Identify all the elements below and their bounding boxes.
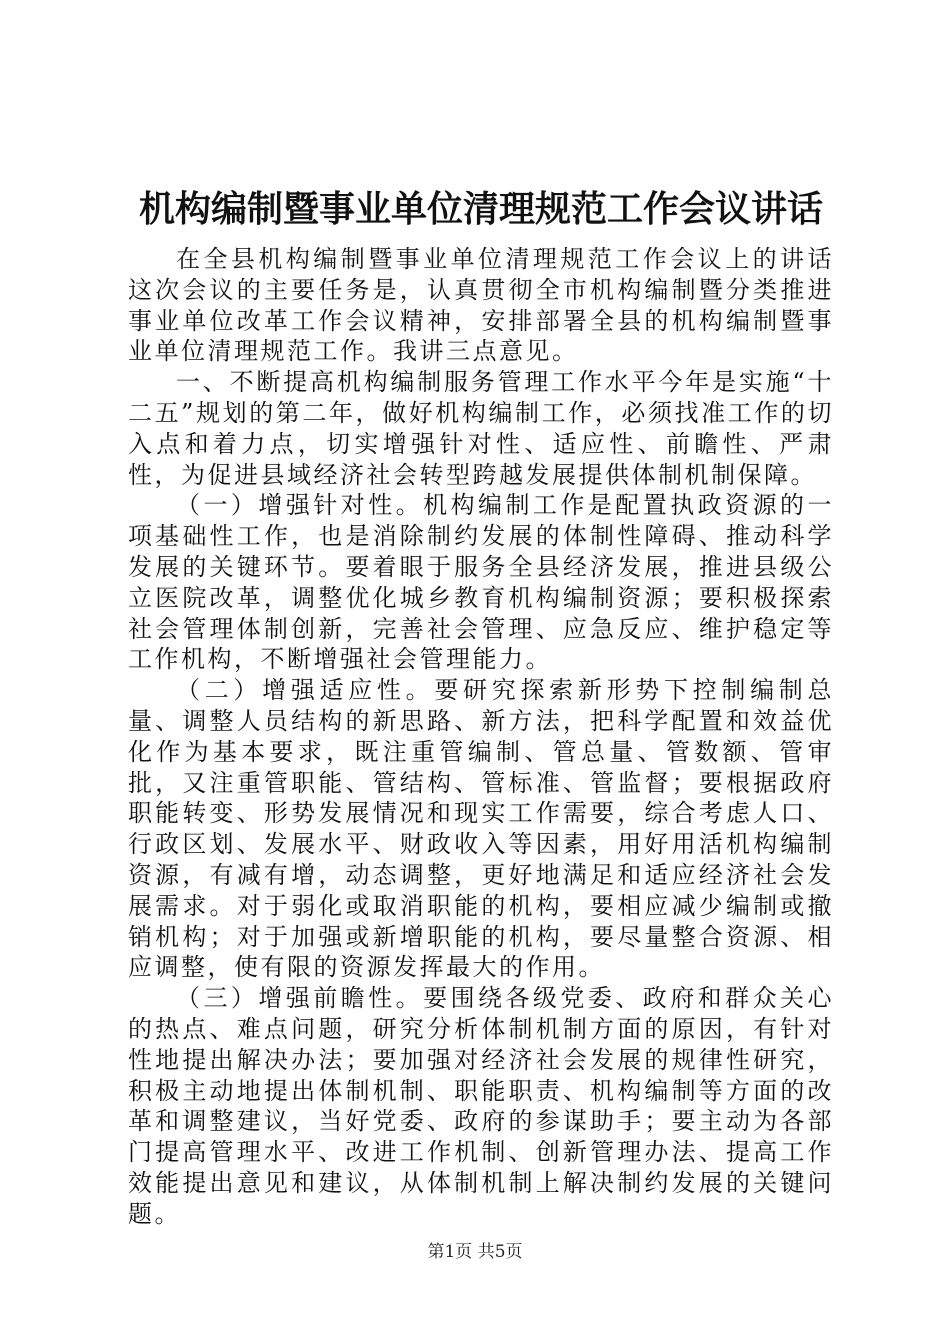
page-footer: 第1页 共5页 [427, 1242, 523, 1262]
paragraph-point-2: （二）增强适应性。要研究探索新形势下控制编制总量、调整人员结构的新思路、新方法，把科学配置和效益优化作为基本要求，既注重管编制、管总量、管数额、管审批，又注重管职能、管结构、管标准、管监督；要根据政府职能转变、形势发展情况和现实工作需要，综合考虑人口、行政区划、发展水平、财政收入等因素，用好用活机构编制资源，有减有增，动态调整，更好地满足和适应经济社会发展需求。对于弱化或取消职能的机构，要相应减少编制或撤销机构；对于加强或新增职能的机构，要尽量整合资源、相应调整，使有限的资源发挥最大的作用。 [128, 676, 834, 982]
document-title: 机构编制暨事业单位清理规范工作会议讲话 [138, 188, 823, 230]
paragraph-point-1: （一）增强针对性。机构编制工作是配置执政资源的一项基础性工作，也是消除制约发展的体制性障碍、推动科学发展的关键环节。要着眼于服务全县经济发展，推进县级公立医院改革，调整优化城乡教育机构编制资源；要积极探索社会管理体制创新，完善社会管理、应急反应、维护稳定等工作机构，不断增强社会管理能力。 [128, 491, 834, 674]
paragraph-point-3: （三）增强前瞻性。要围绕各级党委、政府和群众关心的热点、难点问题，研究分析体制机制方面的原因，有针对性地提出解决办法；要加强对经济社会发展的规律性研究，积极主动地提出体制机制、职能职责、机构编制等方面的改革和调整建议，当好党委、政府的参谋助手；要主动为各部门提高管理水平、改进工作机制、创新管理办法、提高工作效能提出意见和建议，从体制机制上解决制约发展的关键问题。 [128, 984, 834, 1228]
paragraph-intro: 在全县机构编制暨事业单位清理规范工作会议上的讲话这次会议的主要任务是，认真贯彻全市机构编制暨分类推进事业单位改革工作会议精神，安排部署全县的机构编制暨事业单位清理规范工作。我讲三点意见。 [128, 245, 834, 366]
document-page [128, 180, 834, 1230]
paragraph-section-1: 一、不断提高机构编制服务管理工作水平今年是实施“十二五”规划的第二年，做好机构编制工作，必须找准工作的切入点和着力点，切实增强针对性、适应性、前瞻性、严肃性，为促进县域经济社会转型跨越发展提供体制机制保障。 [128, 368, 834, 489]
